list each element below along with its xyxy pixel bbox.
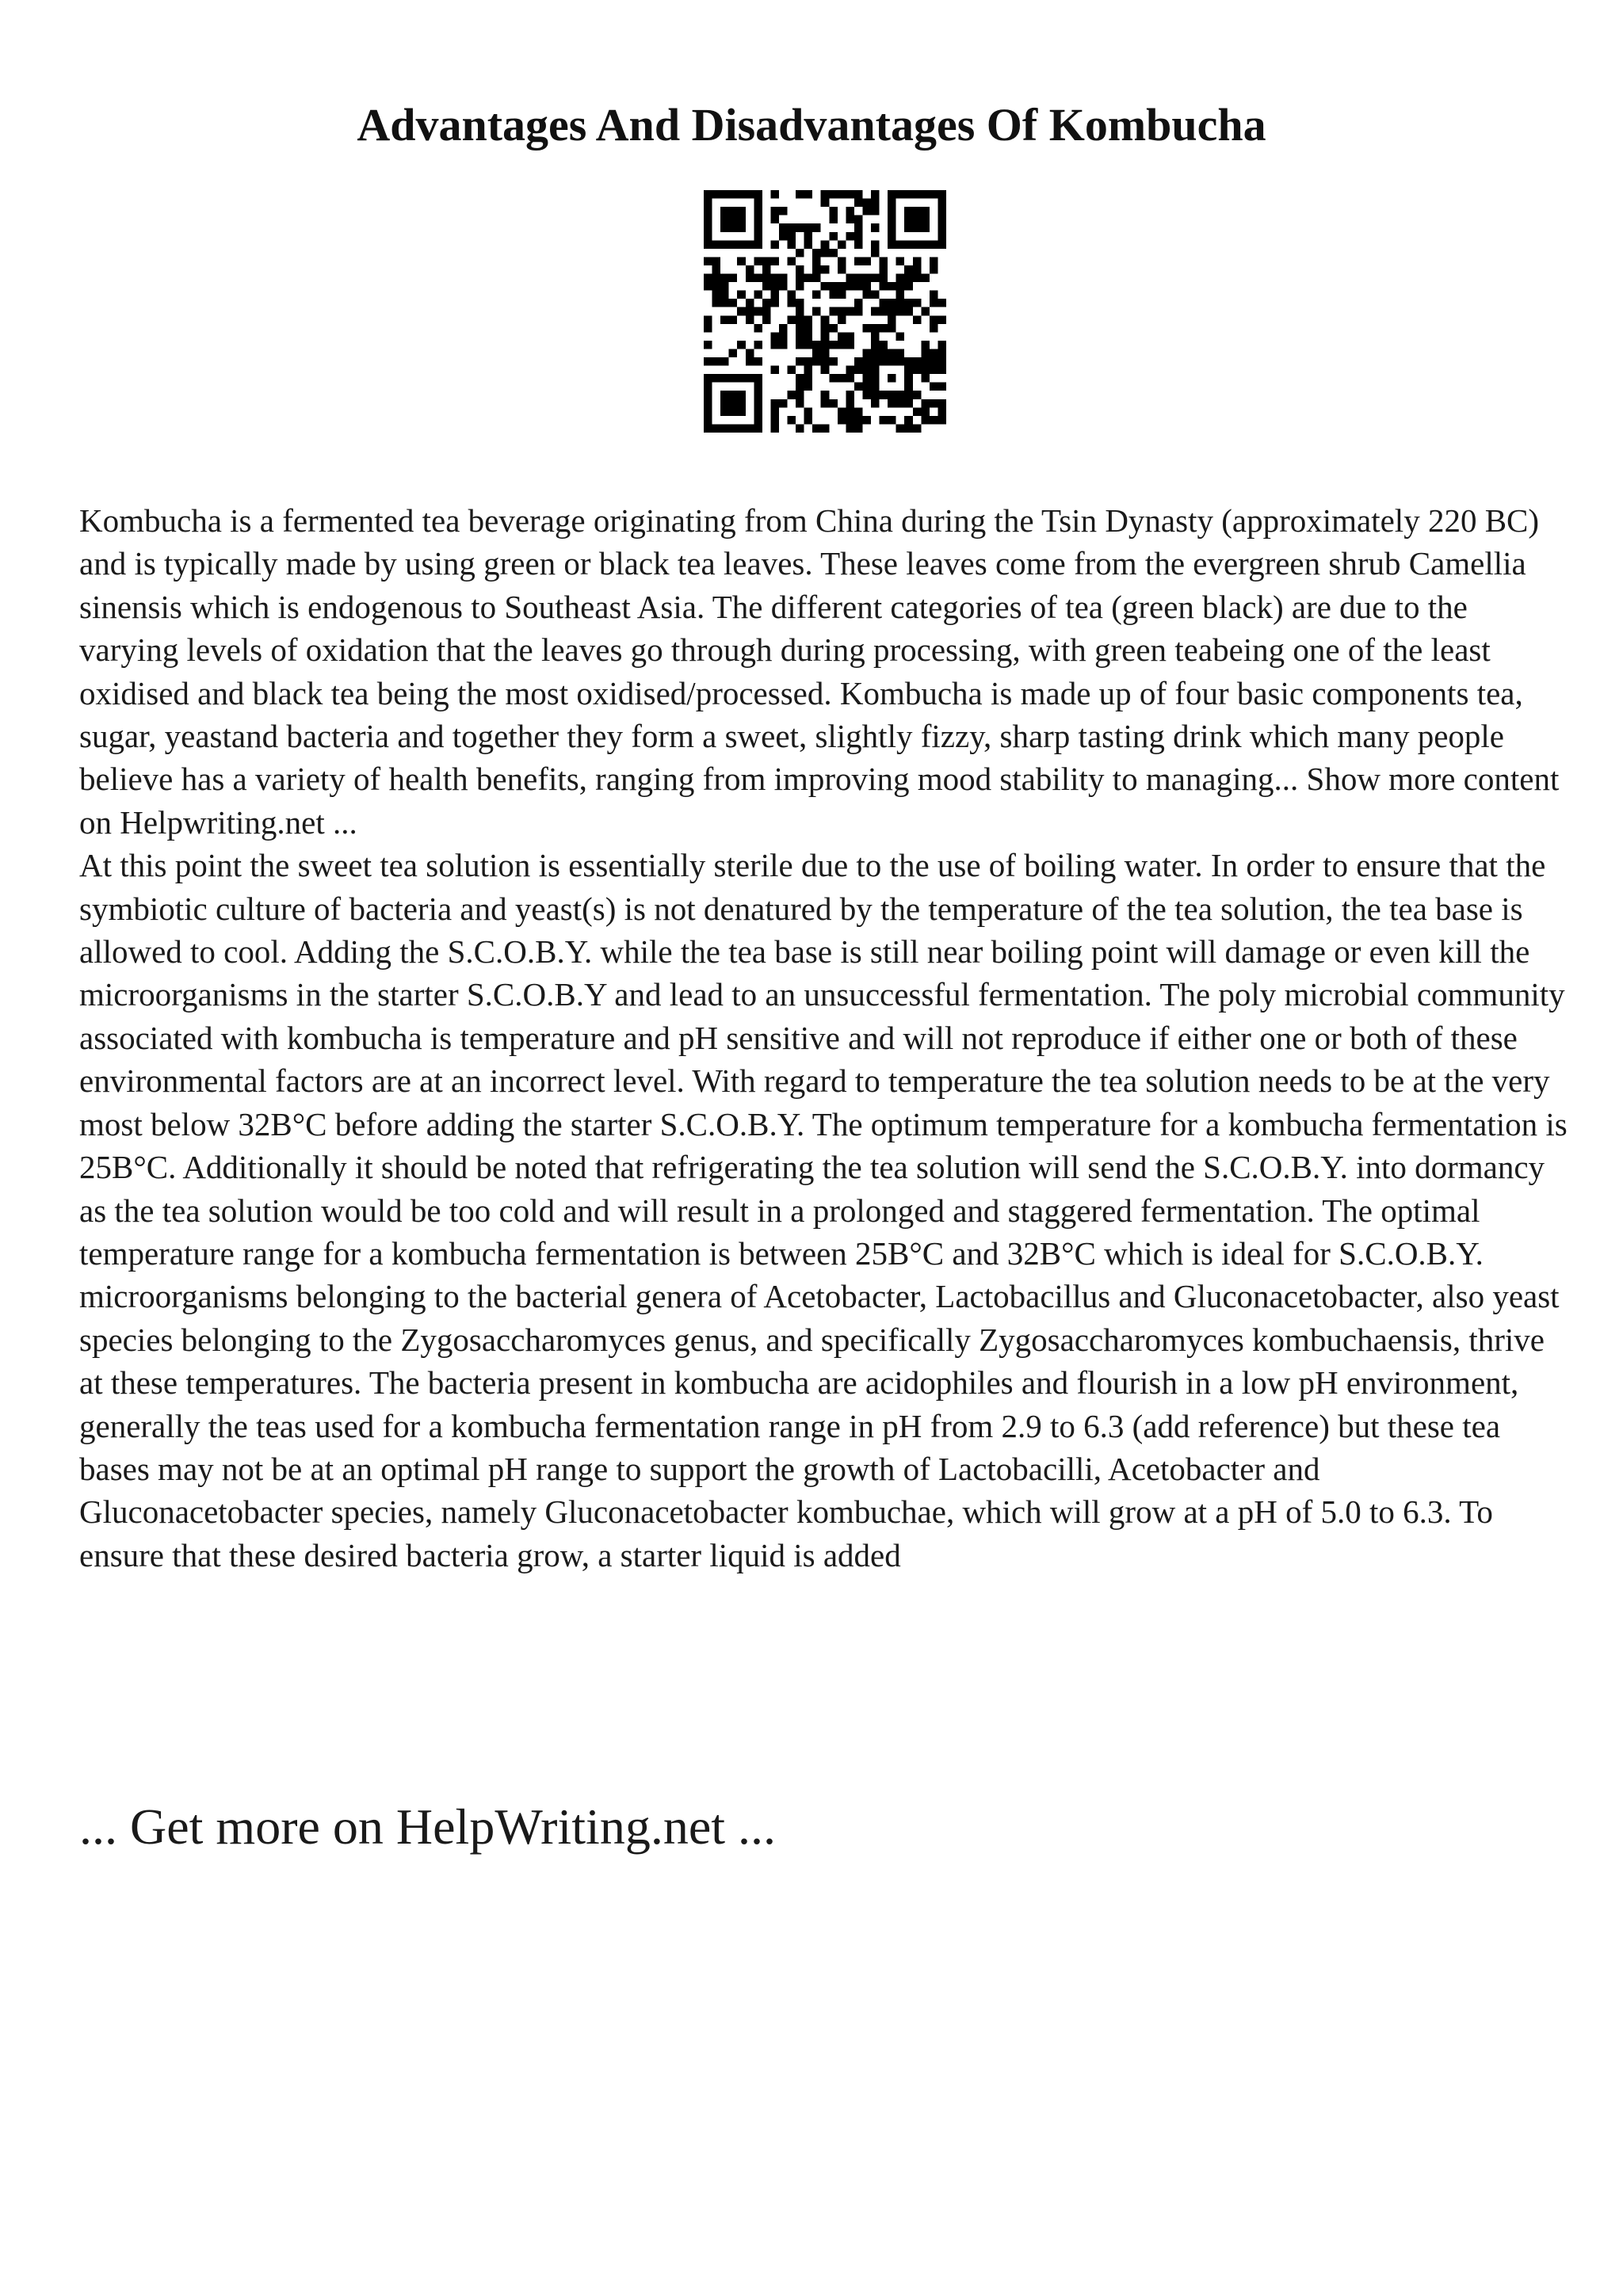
document-title: Advantages And Disadvantages Of Kombucha: [357, 99, 1266, 151]
paragraph-fermentation: At this point the sweet tea solution is essentially sterile due to the use of boiling water. In order to ensure that the symbiotic culture of bacteria and yeast(s) is not denatured by the temperature of the tea solution, the tea base is allowed to cool. Adding the S.C.O.B.Y. while the tea base is still near boiling point will damage or even kill the microorganisms in the starter S.C.O.B.Y and lead to an unsuccessful fermentation. The poly microbial community associated with kombucha is temperature and pH sensitive and will not reproduce if either one or both of these environmental factors are at an incorrect level. With regard to temperature the tea solution needs to be at the very most below 32B°C before adding the starter S.C.O.B.Y. The optimum temperature for a kombucha fermentation is 25B°C. Additionally it should be noted that refrigerating the tea solution will send the S.C.O.B.Y. into dormancy as the tea solution would be too cold and will result in a prolonged and staggered fermentation. The optimal temperature range for a kombucha fermentation is between 25B°C and 32B°C which is ideal for S.C.O.B.Y. microorganisms belonging to the bacterial genera of Acetobacter, Lactobacillus and Gluconacetobacter, also yeast species belonging to the Zygosaccharomyces genus, and specifically Zygosaccharomyces kombuchaensis, thrive at these temperatures. The bacteria present in kombucha are acidophiles and flourish in a low pH environment, generally the teas used for a kombucha fermentation range in pH from 2.9 to 6.3 (add reference) but these tea bases may not be at an optimal pH range to support the growth of Lactobacilli, Acetobacter and Gluconacetobacter species, namely Gluconacetobacter kombuchae, which will grow at a pH of 5.0 to 6.3. To ensure that these desired bacteria grow, a starter liquid is added: [79, 847, 1568, 1573]
qr-code-icon[interactable]: [704, 190, 946, 433]
paragraph-intro: Kombucha is a fermented tea beverage originating from China during the Tsin Dynasty (approximately 220 BC) and is typically made by using green or black tea leaves. These leaves come from the evergreen shrub Camellia sinensis which is endogenous to Southeast Asia. The different categories of tea (green black) are due to the varying levels of oxidation that the leaves go through during processing, with green teabeing one of the least oxidised and black tea being the most oxidised/processed. Kombucha is made up of four basic components tea, sugar, yeastand bacteria and together they form a sweet, slightly fizzy, sharp tasting drink which many people believe has a variety of health benefits, ranging from improving mood stability to managing... Show more content on Helpwriting.net ...: [79, 502, 1560, 841]
get-more-link[interactable]: ... Get more on HelpWriting.net ...: [79, 1798, 776, 1855]
document-body: [79, 499, 1569, 1577]
